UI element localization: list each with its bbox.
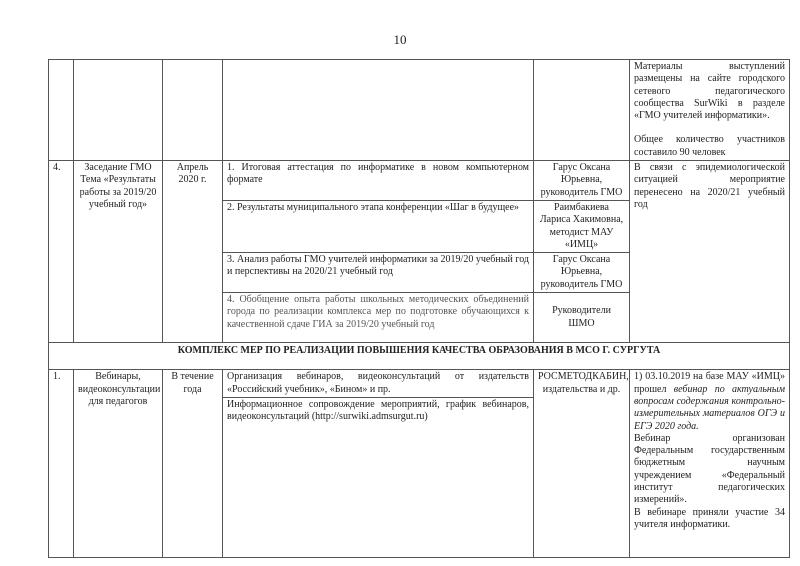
- cell-event: Вебинары, видеоконсультации для педагогов: [74, 370, 163, 558]
- table-row: [49, 60, 790, 161]
- table-row: [49, 370, 790, 398]
- plan-table: [48, 59, 790, 558]
- result-text: В вебинаре приняли участие 34 учителя информатики.: [634, 506, 785, 530]
- cell-topic: 2. Результаты муниципального этапа конференции «Шаг в будущее»: [223, 200, 534, 252]
- result-text: 1) 03.10.2019 на базе МАУ «ИМЦ» прошел: [634, 371, 785, 395]
- cell-topic: Информационное сопровождение мероприятий, график вебинаров, видеоконсультаций (http://surwiki.admsurgut.ru): [223, 397, 534, 557]
- cell-num: 4.: [49, 161, 74, 343]
- cell-responsible: Руководители ШМО: [534, 293, 630, 343]
- cell-result: [630, 370, 790, 558]
- cell-responsible: Гарус Оксана Юрьевна, руководитель ГМО: [534, 161, 630, 201]
- cell-num: [49, 60, 74, 161]
- cell-event: Заседание ГМО Тема «Результаты работы за 2019/20 учебный год»: [74, 161, 163, 343]
- result-text-italic: вебинар по актуальным вопросам содержания контрольно-измерительных материалов ОГЭ и ЕГЭ 2020 года.: [634, 383, 785, 432]
- cell-date: Апрель 2020 г.: [163, 161, 223, 343]
- cell-date: [163, 60, 223, 161]
- cell-topic: [223, 60, 534, 161]
- section-header-row: [49, 343, 790, 370]
- page-number: 10: [393, 32, 407, 47]
- cell-result: В связи с эпидемиологической ситуацией мероприятие перенесено на 2020/21 учебный год: [630, 161, 790, 343]
- result-text: Общее количество участников составило 90 человек: [634, 134, 785, 158]
- cell-result: [630, 60, 790, 161]
- section-header: КОМПЛЕКС МЕР ПО РЕАЛИЗАЦИИ ПОВЫШЕНИЯ КАЧЕСТВА ОБРАЗОВАНИЯ В МСО Г. СУРГУТА: [49, 343, 790, 370]
- cell-responsible: РОСМЕТОДКАБИН, издательства и др.: [534, 370, 630, 558]
- cell-responsible: [534, 60, 630, 161]
- cell-responsible: Раимбакиева Лариса Хакимовна, методист МАУ «ИМЦ»: [534, 200, 630, 252]
- cell-date: В течение года: [163, 370, 223, 558]
- result-text: Материалы выступлений размещены на сайте городского сетевого педагогического сообщества SurWiki в разделе «ГМО учителей информатики».: [634, 61, 785, 122]
- cell-topic: Организация вебинаров, видеоконсультаций от издательств «Российский учебник», «Бином» и пр.: [223, 370, 534, 398]
- cell-responsible: Гарус Оксана Юрьевна, руководитель ГМО: [534, 253, 630, 293]
- table-row: [49, 161, 790, 201]
- cell-topic: 3. Анализ работы ГМО учителей информатики за 2019/20 учебный год и перспективы на 2020/21 учебный год: [223, 253, 534, 293]
- cell-num: 1.: [49, 370, 74, 558]
- result-text: Вебинар организован Федеральным государственным бюджетным научным учреждением «Федеральный институт педагогических измерений».: [634, 432, 785, 506]
- cell-event: [74, 60, 163, 161]
- cell-topic: 1. Итоговая аттестация по информатике в новом компьютерном формате: [223, 161, 534, 201]
- cell-topic: 4. Обобщение опыта работы школьных методических объединений города по реализации комплекса мер по подготовке обучающихся к качественной сдаче ГИА за 2019/20 учебный год: [223, 293, 534, 343]
